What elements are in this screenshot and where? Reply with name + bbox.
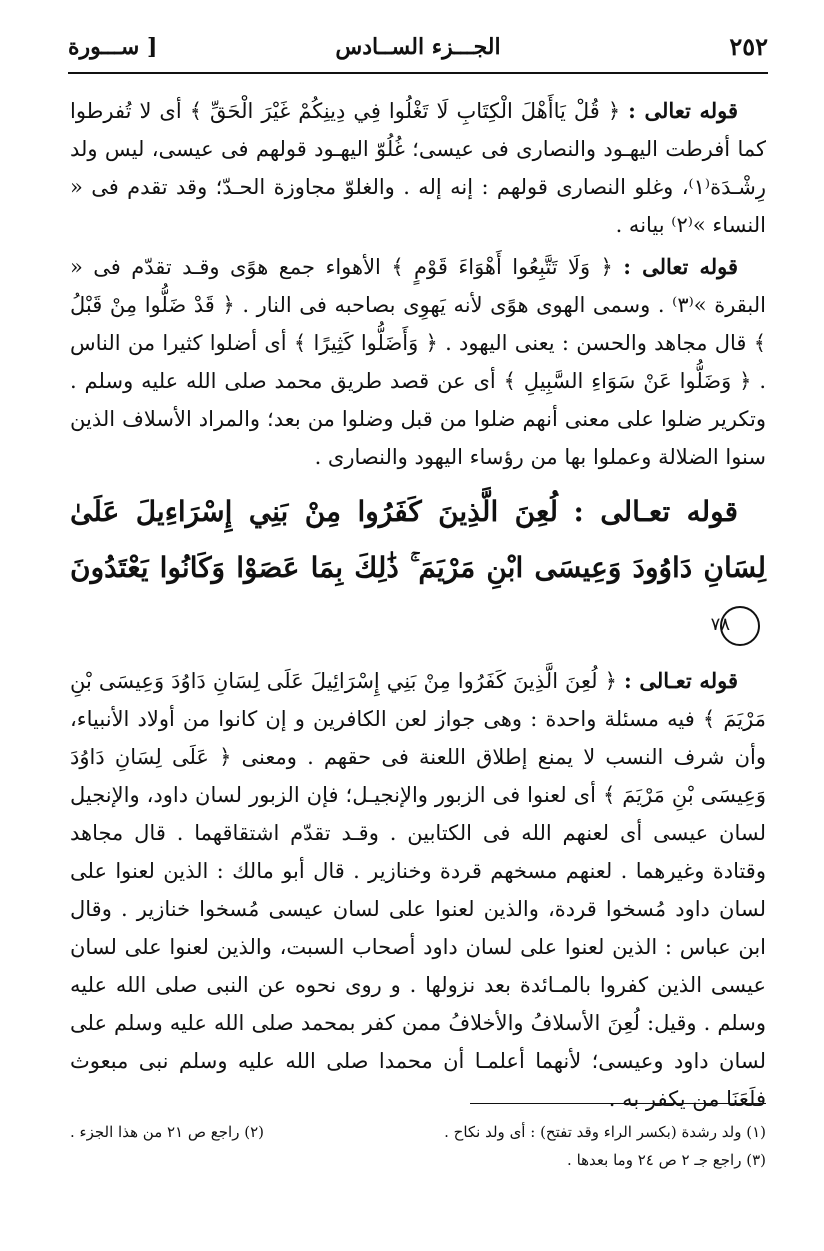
- verse-number-mark: ٧٨: [720, 606, 760, 646]
- verse-text: لُعِنَ الَّذِينَ كَفَرُوا مِنْ بَنِي إِسْرَاءِيلَ عَلَىٰ لِسَانِ دَاوُودَ وَعِيسَى ابْنِ مَرْيَمَ ۚ ذَٰلِكَ بِمَا عَصَوْا وَكَانُوا يَعْتَدُونَ: [70, 495, 766, 584]
- page-header: [68, 28, 768, 70]
- commentary-paragraph: [70, 662, 766, 1118]
- header-rule: [68, 72, 768, 74]
- sura-label: [ ســـورة: [68, 34, 158, 60]
- footnote-row: [70, 1118, 766, 1146]
- footnote-rule: [470, 1103, 766, 1104]
- page-number: ٢٥٢: [729, 32, 768, 61]
- paragraph-2: [70, 248, 766, 476]
- footnote-3: (٣) راجع جـ ٢ ص ٢٤ وما بعدها .: [567, 1151, 766, 1169]
- paragraph-1: [70, 92, 766, 244]
- paragraph-lead: قوله تعالى :: [628, 98, 738, 123]
- footnote-2: (٢) راجع ص ٢١ من هذا الجزء .: [70, 1123, 265, 1141]
- paragraph-text: ﴿ وَلَا تَتَّبِعُوا أَهْوَاءَ قَوْمٍ ﴾ الأهواء جمع هوًى وقـد تقدّم فى « البقرة »⁽٣⁾ . وسمى الهوى هوًى لأنه يَهوِى بصاحبه فى النار . ﴿ قَدْ ضَلُّوا مِنْ قَبْلُ ﴾ قال مجاهد والحسن : يعنى اليهود . ﴿ وَأَضَلُّوا كَثِيرًا ﴾ أى أضلوا كثيرا من الناس . ﴿ وَضَلُّوا عَنْ سَوَاءِ السَّبِيلِ ﴾ أى عن قصد طريق محمد صلى الله عليه وسلم . وتكرير ضلوا على معنى أنهم ضلوا من قبل وضلوا من بعد؛ والمراد الأسلاف الذين سنوا الضلالة وعملوا بها من رؤساء اليهود والنصارى .: [70, 255, 766, 469]
- footnote-1: (١) ولد رشدة (بكسر الراء وقد تفتح) : أى ولد نكاح .: [444, 1123, 766, 1141]
- footnotes: [70, 1118, 766, 1174]
- quran-verse-block: [70, 484, 766, 652]
- paragraph-lead: قوله تعـالى :: [623, 668, 738, 693]
- footnote-row: [70, 1146, 766, 1174]
- part-title: الجـــزء الســادس: [335, 34, 501, 60]
- page-body: [70, 92, 766, 1111]
- paragraph-lead: قوله تعالى :: [623, 254, 738, 279]
- paragraph-text: ﴿ قُلْ يَاأَهْلَ الْكِتَابِ لَا تَغْلُوا فِي دِينِكُمْ غَيْرَ الْحَقِّ ﴾ أى لا تُفرطوا كما أفرطت اليهـود والنصارى فى عيسى؛ غُلُوّ اليهـود قولهم فى عيسى، ليس ولد رِشْـدَة⁽١⁾، وغلو النصارى قولهم : إنه إله . والغلوّ مجاوزة الحـدّ؛ وقد تقدم فى « النساء »⁽٢⁾ بيانه .: [70, 99, 766, 237]
- verse-lead: قوله تعـالى :: [573, 495, 738, 528]
- paragraph-text: ﴿ لُعِنَ الَّذِينَ كَفَرُوا مِنْ بَنِي إِسْرَائِيلَ عَلَى لِسَانِ دَاوُدَ وَعِيسَى بْنِ مَرْيَمَ ﴾ فيه مسئلة واحدة : وهى جواز لعن الكافرين و إن كانوا من أولاد الأنبياء، وأن شرف النسب لا يمنع إطلاق اللعنة فى حقهم . ومعنى ﴿ عَلَى لِسَانِ دَاوُدَ وَعِيسَى بْنِ مَرْيَمَ ﴾ أى لعنوا فى الزبور والإنجيـل؛ فإن الزبور لسان داود، والإنجيل لسان عيسى أى لعنهم الله فى الكتابين . وقـد تقدّم اشتقاقهما . قال مجاهد وقتادة وغيرهما . لعنهم مسخهم قردة وخنازير . قال أبو مالك : الذين لعنوا على لسان داود مُسخوا قردة، والذين لعنوا على لسان عيسى مُسخوا خنازير . وقال ابن عباس : الذين لعنوا على لسان داود أصحاب السبت، والذين لعنوا على لسان عيسى الذين كفروا بالمـائدة بعد نزولها . و روى نحوه عن النبى صلى الله عليه وسلم . وقيل: لُعِنَ الأسلافُ والأخلافُ ممن كفر بمحمد صلى الله عليه وسلم على لسان داود وعيسى؛ لأنهما أعلمـا أن محمدا صلى الله عليه وسلم نبى مبعوث فلَعَنَا من يكفر به .: [70, 669, 766, 1111]
